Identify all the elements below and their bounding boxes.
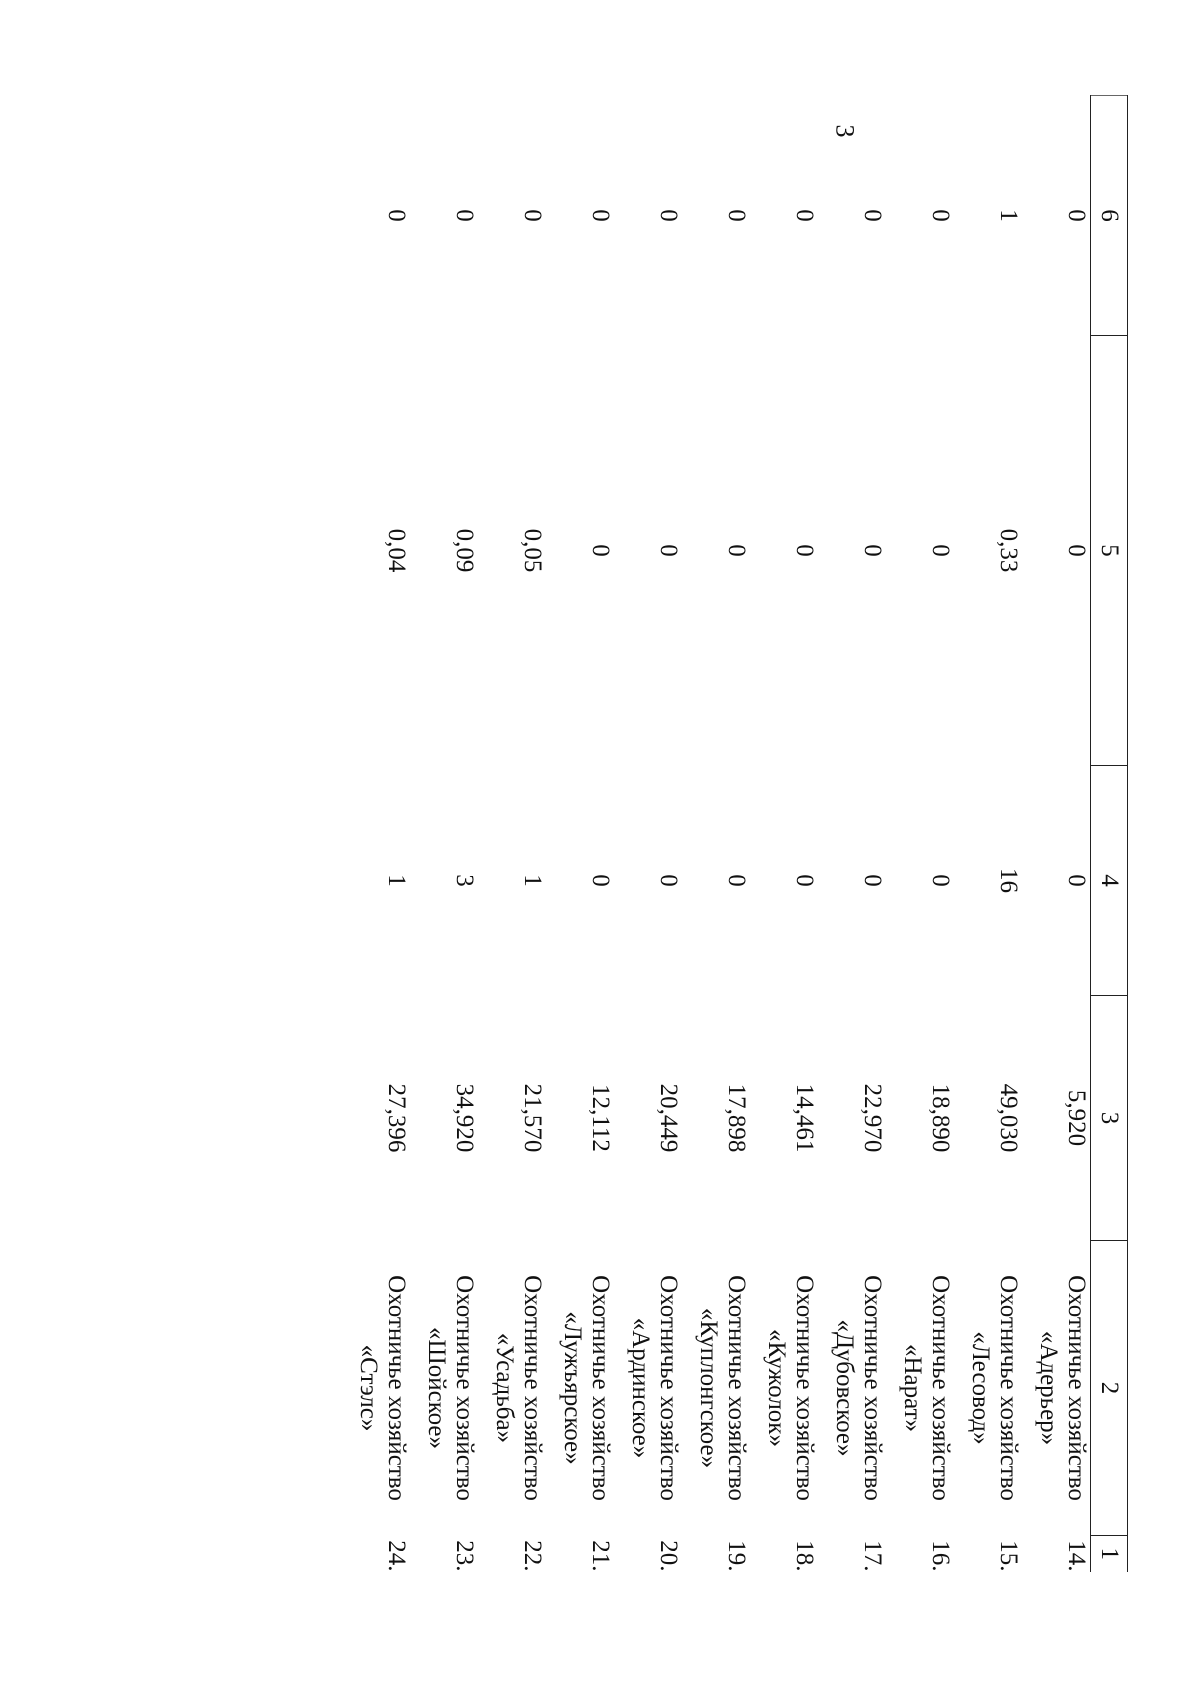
hunting-farm-type: Охотничье хозяйство [519,1275,546,1501]
cell-row-number: 23. [451,1540,478,1572]
cell-row-number: 15. [995,1540,1022,1572]
cell-col6: 0 [791,209,818,222]
cell-hunting-farm-name [546,1241,614,1536]
header-cell-3: 3 [1091,996,1128,1241]
cell-row-number: 19. [723,1540,750,1572]
cell-col3: 20,449 [655,1083,682,1153]
table-row [1022,96,1091,1572]
cell-col4: 0 [859,874,886,887]
header-cell-5: 5 [1091,336,1128,766]
cell-col6: 0 [519,209,546,222]
hunting-farm-type: Охотничье хозяйство [1063,1275,1090,1501]
hunting-farm-title: «Стэлс» [355,1344,382,1432]
cell-col3: 14,461 [791,1083,818,1153]
cell-col4: 0 [655,874,682,887]
cell-col5: 0 [655,544,682,557]
data-table [342,95,1128,1572]
cell-hunting-farm-name [954,1241,1022,1536]
cell-row-number: 24. [383,1540,410,1572]
cell-col3: 21,570 [519,1083,546,1153]
cell-col3: 27,396 [383,1083,410,1153]
header-cell-1: 1 [1091,1536,1128,1572]
cell-row-number: 17. [859,1540,886,1572]
table-row [954,96,1022,1572]
table-row [750,96,818,1572]
table-row [682,96,750,1572]
cell-hunting-farm-name [1022,1241,1091,1536]
header-cell-2: 2 [1091,1241,1128,1536]
cell-col4: 0 [927,874,954,887]
table-row [818,96,886,1572]
hunting-farm-type: Охотничье хозяйство [655,1275,682,1501]
cell-col3: 5,920 [1063,1089,1090,1147]
cell-col5: 0 [791,544,818,557]
hunting-farm-type: Охотничье хозяйство [995,1275,1022,1501]
cell-col6: 0 [451,209,478,222]
cell-col6: 0 [723,209,750,222]
cell-hunting-farm-name [682,1241,750,1536]
cell-col5: 0 [859,544,886,557]
cell-col3: 34,920 [451,1083,478,1153]
hunting-farm-type: Охотничье хозяйство [723,1275,750,1501]
header-cell-6: 6 [1091,96,1128,336]
page-number: 3 [830,124,860,138]
cell-col6: 1 [995,209,1022,222]
cell-col3: 22,970 [859,1083,886,1153]
hunting-farm-type: Охотничье хозяйство [791,1275,818,1501]
hunting-farm-title: «Кужолок» [763,1329,790,1447]
hunting-farm-type: Охотничье хозяйство [587,1275,614,1501]
cell-col4: 0 [587,874,614,887]
cell-col5: 0 [587,544,614,557]
cell-hunting-farm-name [750,1241,818,1536]
cell-col4: 1 [383,874,410,887]
table-row [614,96,682,1572]
cell-row-number: 22. [519,1540,546,1572]
hunting-farm-title: «Лужъярское» [559,1311,586,1465]
hunting-farm-type: Охотничье хозяйство [383,1275,410,1501]
cell-hunting-farm-name [818,1241,886,1536]
cell-hunting-farm-name [410,1241,478,1536]
table-row [410,96,478,1572]
cell-col5: 0,04 [383,528,410,573]
cell-hunting-farm-name [478,1241,546,1536]
cell-col6: 0 [1063,209,1090,222]
cell-col4: 16 [995,868,1022,893]
cell-col4: 0 [791,874,818,887]
hunting-farm-type: Охотничье хозяйство [451,1275,478,1501]
cell-col4: 0 [723,874,750,887]
cell-col3: 12,112 [587,1084,614,1152]
cell-col5: 0,05 [519,528,546,573]
cell-row-number: 20. [655,1540,682,1572]
cell-col4: 3 [451,874,478,887]
cell-hunting-farm-name [614,1241,682,1536]
cell-col5: 0 [1063,544,1090,557]
table-row [342,96,410,1572]
cell-col4: 0 [1063,874,1090,887]
cell-col6: 0 [383,209,410,222]
cell-hunting-farm-name [342,1241,410,1536]
hunting-farm-title: «Лесовод» [967,1331,994,1445]
cell-col5: 0,33 [995,528,1022,573]
cell-col3: 49,030 [995,1083,1022,1153]
header-row [1091,96,1128,1572]
cell-col3: 17,898 [723,1083,750,1153]
hunting-farm-title: «Усадьба» [491,1332,518,1444]
hunting-farm-title: «Шойское» [423,1327,450,1449]
hunting-farm-title: «Нарат» [899,1343,926,1433]
cell-col6: 0 [587,209,614,222]
table-row [546,96,614,1572]
hunting-farm-title: «Ардинское» [627,1317,654,1459]
cell-col5: 0 [927,544,954,557]
cell-row-number: 14. [1063,1540,1090,1572]
cell-col6: 0 [655,209,682,222]
hunting-farm-title: «Адерьер» [1035,1330,1062,1446]
cell-col6: 0 [927,209,954,222]
cell-row-number: 18. [791,1540,818,1572]
hunting-farm-type: Охотничье хозяйство [859,1275,886,1501]
table-row [886,96,954,1572]
cell-row-number: 21. [587,1540,614,1572]
hunting-farm-type: Охотничье хозяйство [927,1275,954,1501]
cell-col4: 1 [519,874,546,887]
cell-col6: 0 [859,209,886,222]
cell-col3: 18,890 [927,1083,954,1153]
rotated-table-frame [223,95,1128,1571]
hunting-farm-title: «Куплонгское» [695,1307,722,1469]
cell-row-number: 16. [927,1540,954,1572]
cell-col5: 0 [723,544,750,557]
cell-hunting-farm-name [886,1241,954,1536]
cell-col5: 0,09 [451,528,478,573]
header-cell-4: 4 [1091,766,1128,996]
hunting-farm-title: «Дубовское» [831,1319,858,1457]
table-row [478,96,546,1572]
